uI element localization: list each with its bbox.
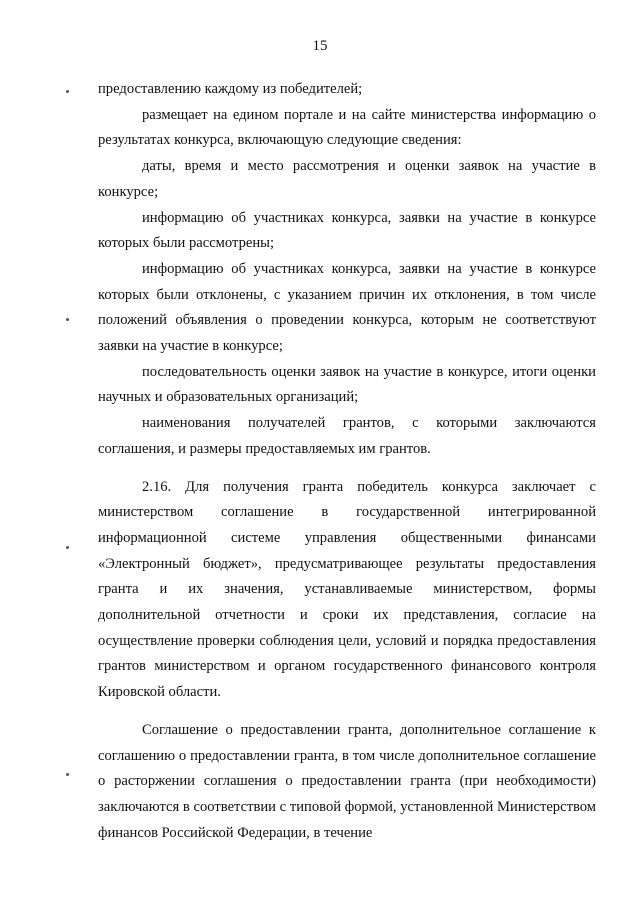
margin-mark — [66, 318, 69, 321]
paragraph: Соглашение о предоставлении гранта, дополнительное соглашение к соглашению о предоставлении гранта, в том числе дополнительное соглашение о расторжении соглашения о предоставлении гранта (при необходимости) заключаются в соответствии с типовой формой, установленной Министерством финансов Российской Федерации, в течение — [98, 721, 596, 841]
margin-mark — [66, 90, 69, 93]
paragraph: предоставлению каждому из победителей; — [98, 81, 363, 97]
body-text — [98, 77, 596, 846]
paragraph: информацию об участниках конкурса, заявки на участие в конкурсе которых были рассмотрены; — [98, 209, 596, 252]
paragraph: последовательность оценки заявок на участие в конкурсе, итоги оценки научных и образовательных организаций; — [98, 363, 596, 406]
margin-mark — [66, 546, 69, 549]
paragraph: информацию об участниках конкурса, заявки на участие в конкурсе которых были отклонены, с указанием причин их отклонения, в том числе положений объявления о проведении конкурса, которым не соответствуют заявки на участие в конкурсе; — [98, 260, 596, 355]
paragraph: даты, время и место рассмотрения и оценки заявок на участие в конкурсе; — [98, 158, 596, 200]
paragraph: 2.16. Для получения гранта победитель конкурса заключает с министерством соглашение в государственной интегрированной информационной системе управления общественными финансами «Электронный бюджет», предусматривающее результаты предоставления гранта и их значения, устанавливаемые министерством, формы дополнительной отчетности и сроки их представления, согласие на осуществление проверки соблюдения цели, условий и порядка предоставления грантов министерством и органом государственного финансового контроля Кировской области. — [98, 478, 596, 701]
page-number: 15 — [312, 38, 328, 54]
margin-mark — [66, 773, 69, 776]
paragraph: размещает на едином портале и на сайте министерства информацию о результатах конкурса, включающую следующие сведения: — [98, 106, 596, 149]
paragraph: наименования получателей грантов, с которыми заключаются соглашения, и размеры предоставляемых им грантов. — [98, 415, 596, 457]
